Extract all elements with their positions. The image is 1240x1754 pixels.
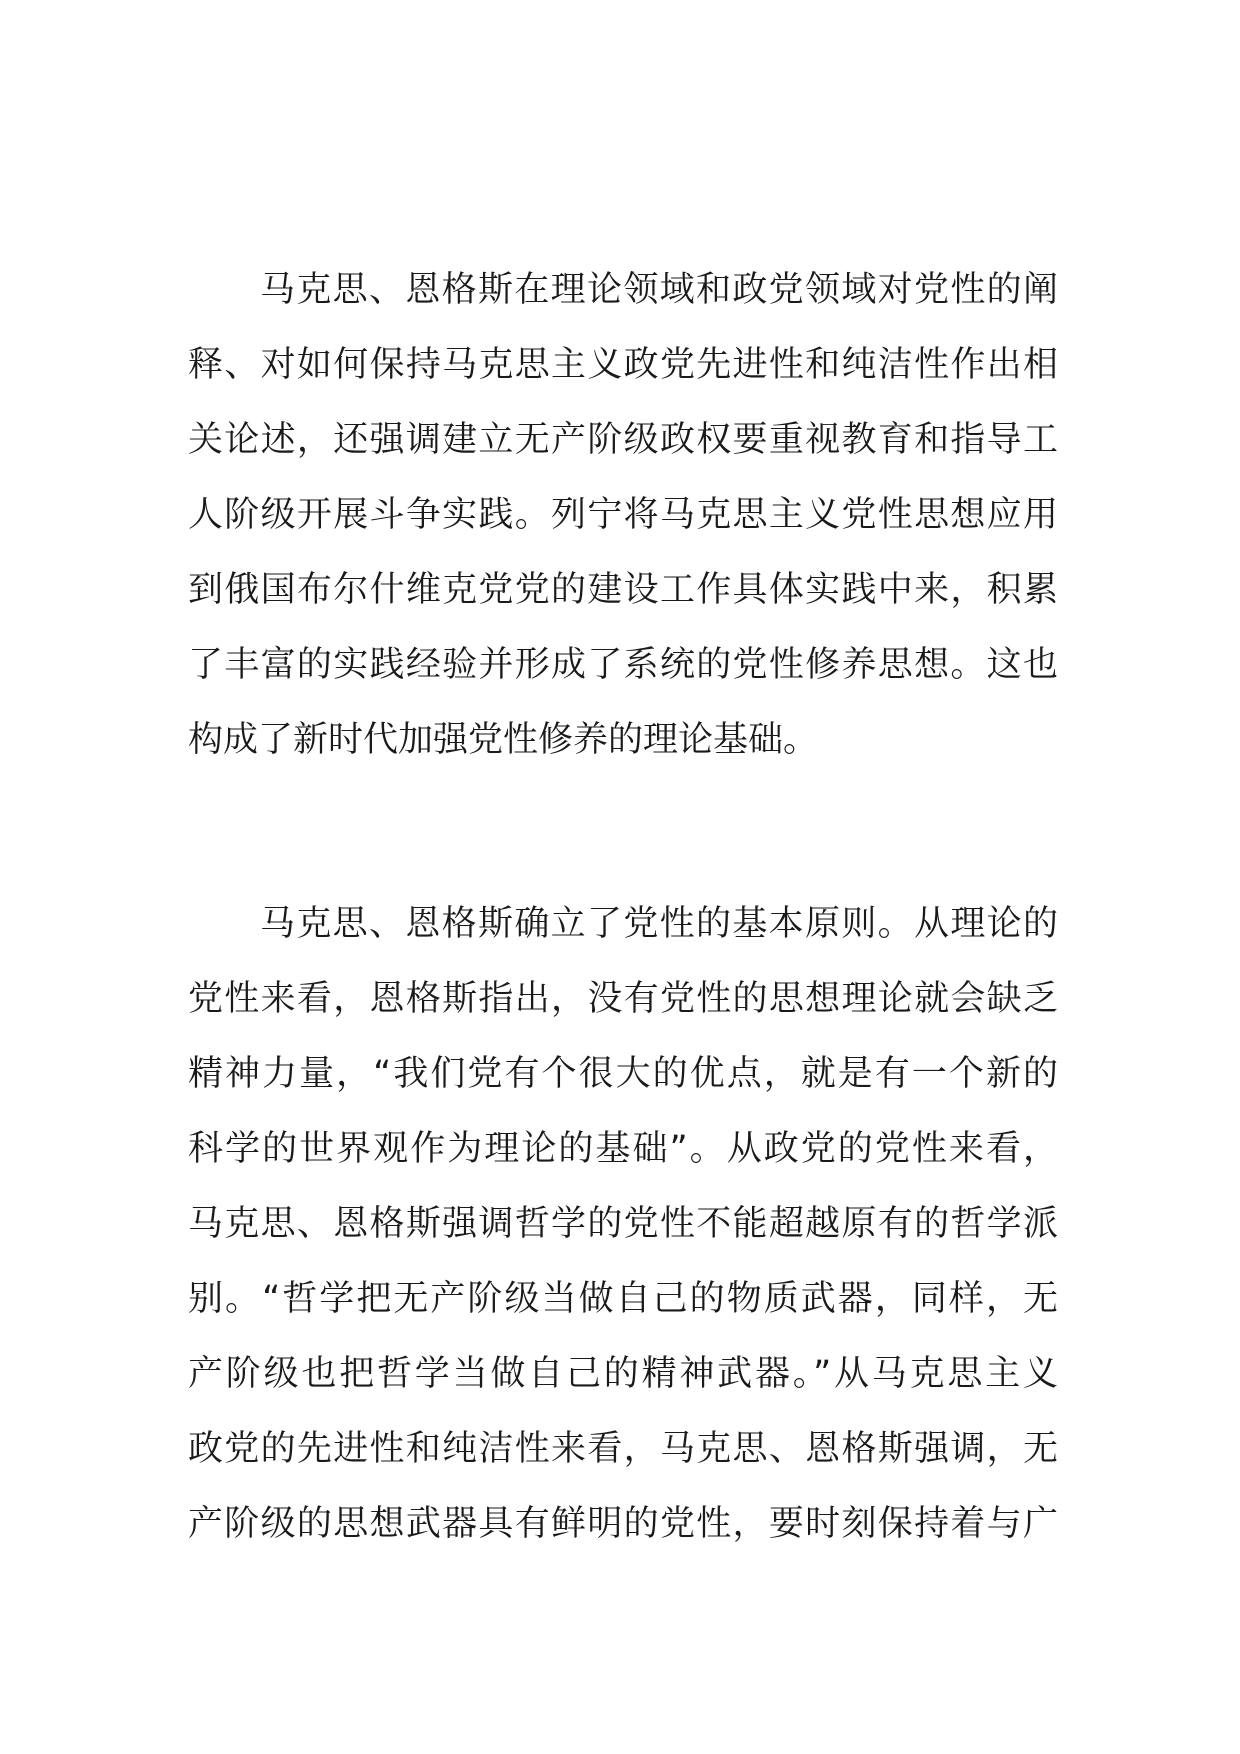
paragraph-line: 马克思、恩格斯在理论领域和政党领域对党性的阐 — [260, 270, 1058, 310]
paragraph-line: 党性来看，恩格斯指出，没有党性的思想理论就会缺乏 — [188, 979, 1058, 1019]
paragraph-line: 马克思、恩格斯确立了党性的基本原则。从理论的 — [260, 904, 1058, 944]
paragraph-line: 马克思、恩格斯强调哲学的党性不能超越原有的哲学派 — [188, 1204, 1058, 1244]
paragraph-line: 关论述，还强调建立无产阶级政权要重视教育和指导工 — [188, 420, 1058, 460]
paragraph-line: 到俄国布尔什维克党党的建设工作具体实践中来，积累 — [188, 570, 1058, 610]
paragraph-line: 政党的先进性和纯洁性来看，马克思、恩格斯强调，无 — [188, 1429, 1058, 1469]
paragraph-line: 了丰富的实践经验并形成了系统的党性修养思想。这也 — [188, 645, 1058, 685]
paragraph-line: 精神力量，“我们党有个很大的优点，就是有一个新的 — [188, 1054, 1058, 1094]
paragraph-line: 释、对如何保持马克思主义政党先进性和纯洁性作出相 — [188, 345, 1058, 385]
paragraph-line: 别。“哲学把无产阶级当做自己的物质武器，同样，无 — [188, 1279, 1058, 1319]
paragraph-line: 产阶级也把哲学当做自己的精神武器。”从马克思主义 — [188, 1354, 1058, 1394]
paragraph-1 — [188, 253, 1058, 778]
paragraph-line: 人阶级开展斗争实践。列宁将马克思主义党性思想应用 — [188, 495, 1058, 535]
paragraph-line: 产阶级的思想武器具有鲜明的党性，要时刻保持着与广 — [188, 1504, 1058, 1544]
paragraph-line: 科学的世界观作为理论的基础”。从政党的党性来看， — [188, 1129, 1058, 1169]
paragraph-line: 构成了新时代加强党性修养的理论基础。 — [188, 720, 819, 760]
paragraph-2 — [188, 887, 1058, 1562]
